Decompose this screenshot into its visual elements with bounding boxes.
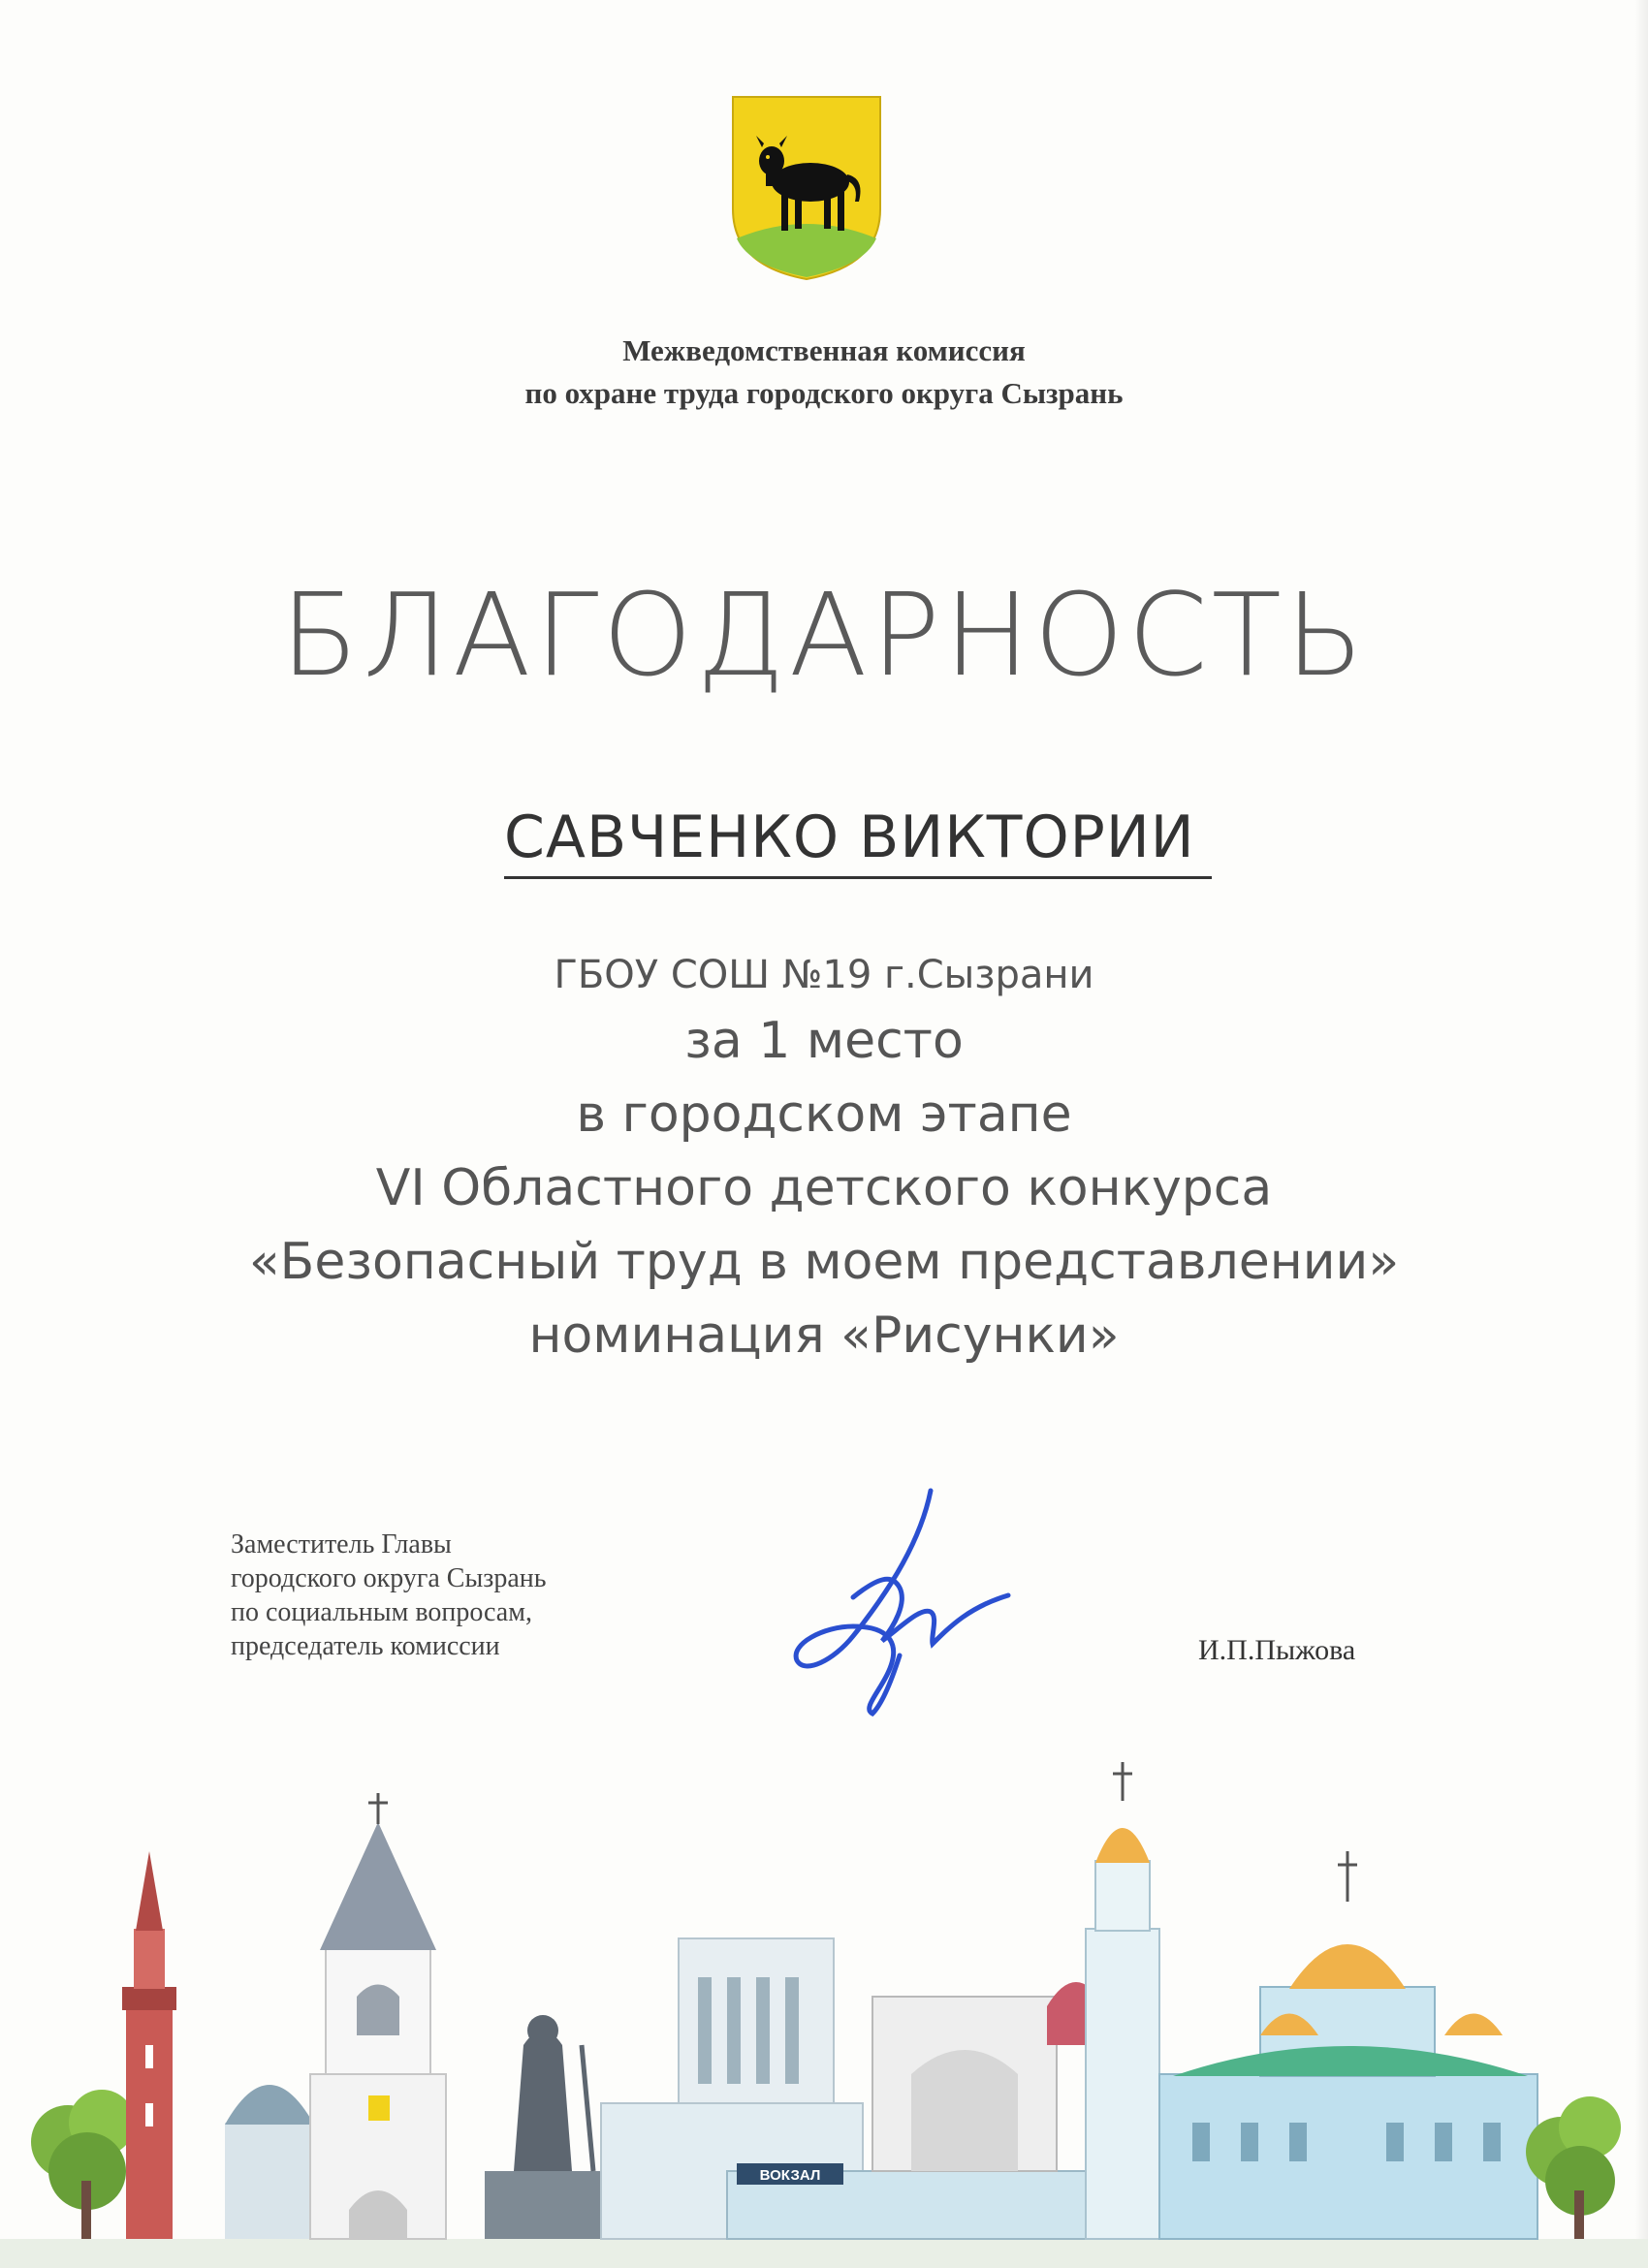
recipient-block xyxy=(504,801,1212,878)
recipient-name: САВЧЕНКО ВИКТОРИИ xyxy=(504,803,1195,871)
kremlin-tower-icon xyxy=(310,1793,446,2239)
recipient-underline xyxy=(504,876,1212,879)
award-line-2: в городском этапе xyxy=(576,1086,1072,1144)
monument-icon xyxy=(485,2015,601,2239)
city-skyline-illustration xyxy=(0,1754,1648,2268)
handwritten-signature-icon xyxy=(785,1481,1018,1733)
award-text xyxy=(0,946,1648,1372)
cathedral-icon xyxy=(1159,1851,1537,2239)
school-name: ГБОУ СОШ №19 г.Сызрани xyxy=(554,953,1094,997)
award-line-5: номинация «Рисунки» xyxy=(528,1307,1120,1365)
tree-left-icon xyxy=(31,2090,135,2239)
document-title: БЛАГОДАРНОСТЬ xyxy=(280,568,1368,702)
coat-of-arms-icon xyxy=(729,93,884,283)
arched-building-icon xyxy=(872,1982,1105,2171)
issuer-block xyxy=(0,330,1648,415)
signer-name: И.П.Пыжова xyxy=(1198,1634,1356,1666)
award-line-1: за 1 место xyxy=(684,1012,964,1070)
signer-line-4: председатель комиссии xyxy=(231,1631,500,1661)
grey-dome-icon xyxy=(225,2085,314,2239)
award-line-4: «Безопасный труд в моем представлении» xyxy=(248,1233,1400,1291)
tree-right-icon xyxy=(1526,2096,1621,2239)
bell-tower-icon xyxy=(1086,1762,1159,2239)
signer-title xyxy=(231,1528,638,1663)
issuer-line-2: по охране труда городского округа Сызрань xyxy=(524,376,1124,410)
award-line-3: VI Областного детского конкурса xyxy=(375,1159,1273,1217)
station-sign: ВОКЗАЛ xyxy=(759,2167,821,2184)
red-tower-icon xyxy=(122,1851,176,2239)
signer-line-3: по социальным вопросам, xyxy=(231,1597,532,1627)
signer-line-2: городского округа Сызрань xyxy=(231,1563,547,1593)
issuer-line-1: Межведомственная комиссия xyxy=(622,333,1026,367)
signer-line-1: Заместитель Главы xyxy=(231,1529,452,1559)
